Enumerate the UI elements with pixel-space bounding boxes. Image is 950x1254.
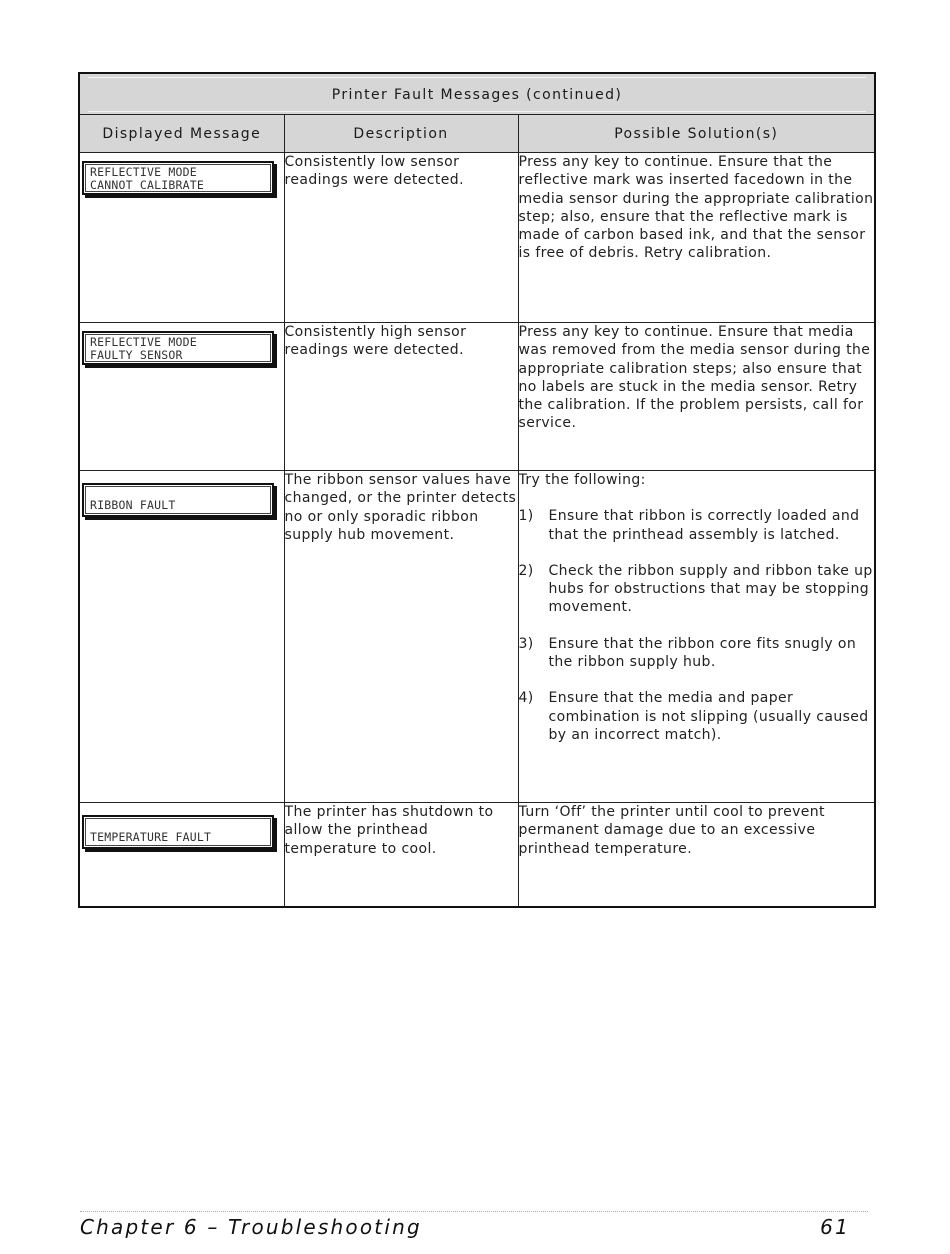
list-item [519, 507, 875, 544]
displayed-message-cell [79, 803, 284, 907]
list-item-number: 2) [518, 562, 534, 579]
table-row [79, 803, 875, 907]
lcd-line: TEMPERATURE FAULT [90, 830, 212, 844]
solution-cell [518, 471, 875, 803]
column-header-description: Description [284, 115, 518, 153]
displayed-message-cell [79, 471, 284, 803]
list-item [519, 635, 875, 672]
description-cell: The ribbon sensor values have changed, or the printer detects no or only sporadic ribbon supply hub movement. [284, 471, 518, 803]
lcd-line: FAULTY SENSOR [90, 348, 183, 362]
list-item-text: Ensure that the media and paper combination is not slipping (usually caused by an incorrect match). [548, 690, 869, 743]
table-title-text: Printer Fault Messages (continued) [88, 77, 866, 112]
footer-divider [80, 1211, 868, 1212]
solution-cell: Press any key to continue. Ensure that media was removed from the media sensor during the appropriate calibration steps; also ensure that no labels are stuck in the media sensor. Retry the calibration. If the problem persists, call for service. [518, 323, 875, 471]
solution-list [519, 507, 875, 744]
list-item-number: 1) [518, 508, 534, 525]
lcd-display [82, 331, 274, 365]
solution-cell: Press any key to continue. Ensure that the reflective mark was inserted facedown in the media sensor during the appropriate calibration step; also, ensure that the reflective mark is made of carbon based ink, and that the sensor is free of debris. Retry calibration. [518, 153, 875, 323]
solution-intro: Try the following: [518, 472, 646, 488]
page-footer [80, 1215, 850, 1239]
table-row [79, 471, 875, 803]
table-row [79, 323, 875, 471]
table-title-row [79, 73, 875, 115]
chapter-title: Chapter 6 – Troubleshooting [80, 1215, 422, 1239]
list-item-number: 4) [518, 690, 534, 707]
description-cell: Consistently high sensor readings were detected. [284, 323, 518, 471]
lcd-display [82, 161, 274, 195]
lcd-display [82, 483, 274, 517]
list-item-number: 3) [518, 635, 534, 652]
printer-fault-table [78, 72, 876, 908]
column-header-possible-solutions: Possible Solution(s) [518, 115, 875, 153]
displayed-message-cell [79, 153, 284, 323]
description-cell: The printer has shutdown to allow the printhead temperature to cool. [284, 803, 518, 907]
list-item [519, 562, 875, 617]
table-header-row [79, 115, 875, 153]
solution-cell: Turn ‘Off’ the printer until cool to prevent permanent damage due to an excessive printhead temperature. [518, 803, 875, 907]
column-header-displayed-message: Displayed Message [79, 115, 284, 153]
table-title [79, 73, 875, 115]
page-number: 61 [820, 1215, 850, 1239]
lcd-line: REFLECTIVE MODE [90, 165, 197, 179]
list-item-text: Ensure that ribbon is correctly loaded and that the printhead assembly is latched. [548, 508, 860, 543]
list-item [519, 689, 875, 744]
lcd-line: RIBBON FAULT [90, 498, 176, 512]
list-item-text: Check the ribbon supply and ribbon take up hubs for obstructions that may be stopping movement. [548, 562, 873, 616]
table-row [79, 153, 875, 323]
lcd-line: CANNOT CALIBRATE [90, 178, 204, 192]
displayed-message-cell [79, 323, 284, 471]
description-cell: Consistently low sensor readings were detected. [284, 153, 518, 323]
lcd-line: REFLECTIVE MODE [90, 335, 197, 349]
list-item-text: Ensure that the ribbon core fits snugly on the ribbon supply hub. [548, 635, 857, 671]
lcd-display [82, 815, 274, 849]
